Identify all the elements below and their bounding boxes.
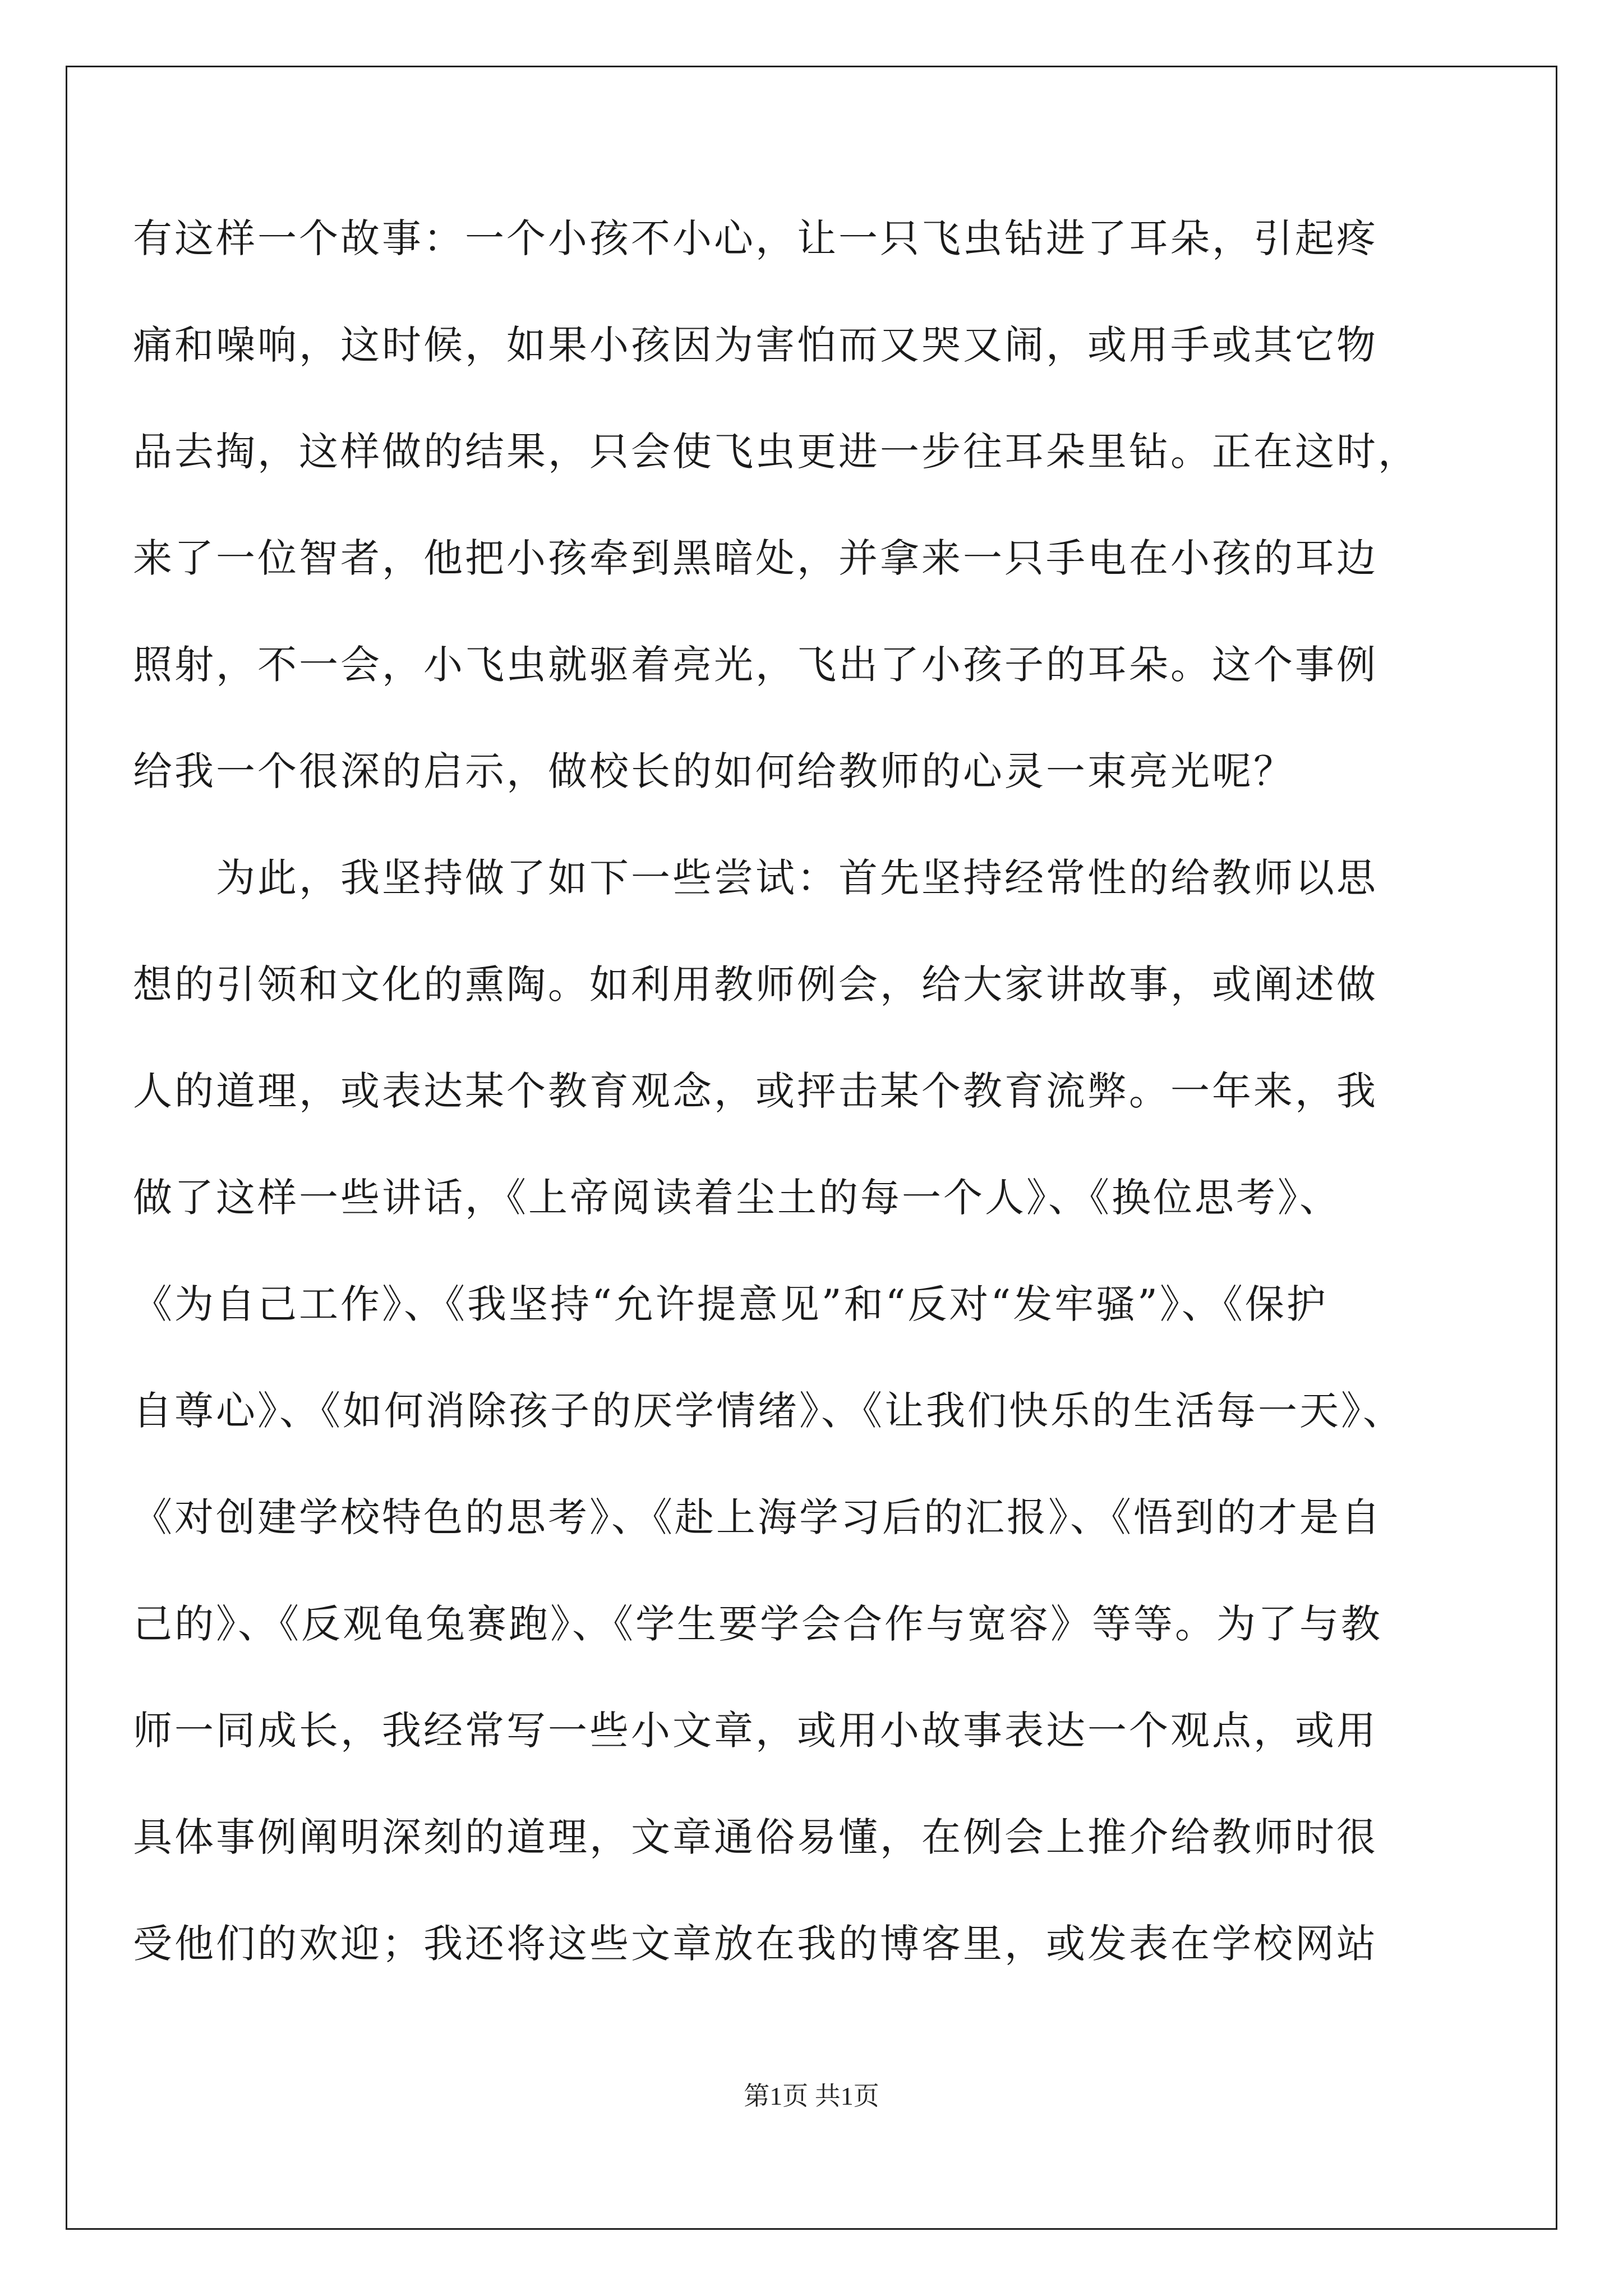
text-line: 人的道理，或表达某个教育观念，或抨击某个教育流弊。一年来，我 bbox=[133, 1068, 1378, 1114]
text-line: 有这样一个故事：一个小孩不小心，让一只飞虫钻进了耳朵，引起疼 bbox=[133, 215, 1378, 261]
text-line: 自尊心》、《如何消除孩子的厌学情绪》、《让我们快乐的生活每一天》、 bbox=[133, 1388, 1404, 1434]
text-line: 具体事例阐明深刻的道理，文章通俗易懂，在例会上推介给教师时很 bbox=[133, 1814, 1378, 1860]
text-line-paragraph-start: 为此，我坚持做了如下一些尝试：首先坚持经常性的给教师以思 bbox=[216, 855, 1378, 901]
text-line: 品去掏，这样做的结果，只会使飞虫更进一步往耳朵里钻。正在这时， bbox=[133, 429, 1419, 475]
text-line: 《对创建学校特色的思考》、《赴上海学习后的汇报》、《悟到的才是自 bbox=[133, 1494, 1382, 1540]
text-line: 己的》、《反观龟兔赛跑》、《学生要学会合作与宽容》等等。为了与教 bbox=[133, 1601, 1382, 1647]
text-line: 做了这样一些讲话，《上帝阅读着尘土的每一个人》、《换位思考》、 bbox=[133, 1175, 1341, 1221]
text-line: 《为自己工作》、《我坚持“允许提意见”和“反对“发牢骚”》、《保护 bbox=[133, 1281, 1328, 1327]
page-number-footer: 第1页 共1页 bbox=[744, 2082, 879, 2110]
text-line: 来了一位智者，他把小孩牵到黑暗处，并拿来一只手电在小孩的耳边 bbox=[133, 535, 1378, 581]
text-line: 想的引领和文化的熏陶。如利用教师例会，给大家讲故事，或阐述做 bbox=[133, 961, 1378, 1007]
text-line: 师一同成长，我经常写一些小文章，或用小故事表达一个观点，或用 bbox=[133, 1708, 1378, 1754]
text-line: 痛和噪响，这时候，如果小孩因为害怕而又哭又闹，或用手或其它物 bbox=[133, 322, 1378, 368]
text-line: 给我一个很深的启示，做校长的如何给教师的心灵一束亮光呢？ bbox=[133, 748, 1295, 794]
text-line: 受他们的欢迎；我还将这些文章放在我的博客里，或发表在学校网站 bbox=[133, 1921, 1378, 1967]
text-line: 照射，不一会，小飞虫就驱着亮光，飞出了小孩子的耳朵。这个事例 bbox=[133, 642, 1378, 688]
